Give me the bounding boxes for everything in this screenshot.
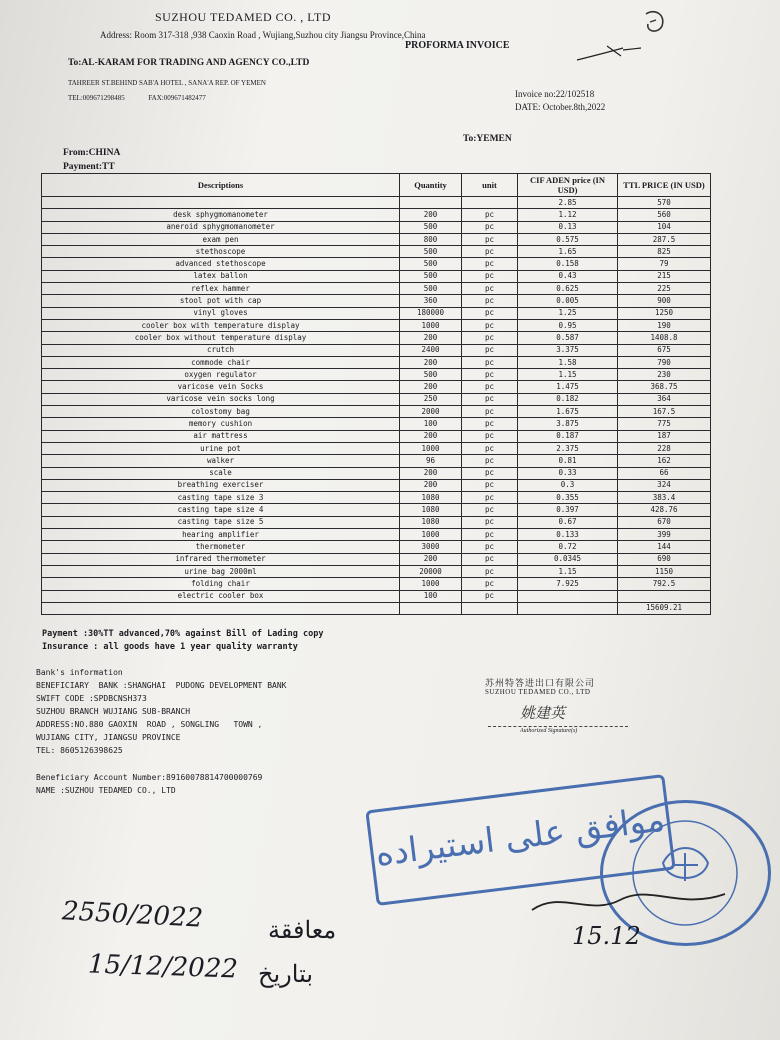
table-row bbox=[42, 258, 711, 270]
table-row bbox=[42, 332, 711, 344]
company-address: Address: Room 317-318 ,938 Caoxin Road , Wujiang,Suzhou city Jiangsu Province,China bbox=[100, 30, 426, 40]
cell-quantity: 500 bbox=[400, 270, 462, 282]
cell-unit-price: 1.12 bbox=[518, 209, 618, 221]
table-row bbox=[42, 209, 711, 221]
buyer-fax: FAX:009671482477 bbox=[148, 94, 206, 102]
cell-unit: pc bbox=[462, 209, 518, 221]
table-row bbox=[42, 430, 711, 442]
cell-unit: pc bbox=[462, 418, 518, 430]
cell-unit: pc bbox=[462, 430, 518, 442]
bank-branch: SUZHOU BRANCH WUJIANG SUB-BRANCH bbox=[36, 707, 191, 716]
cell-unit: pc bbox=[462, 283, 518, 295]
top-signature-scribble bbox=[575, 42, 645, 64]
authorized-signature-label: Authorized Signature(s) bbox=[520, 728, 578, 734]
cell-unit-price: 0.575 bbox=[518, 233, 618, 245]
table-row bbox=[42, 504, 711, 516]
cell-description: thermometer bbox=[42, 541, 400, 553]
cell-description: breathing exerciser bbox=[42, 479, 400, 491]
cell-quantity: 200 bbox=[400, 430, 462, 442]
cell-unit: pc bbox=[462, 233, 518, 245]
bank-address-2: WUJIANG CITY, JIANGSU PROVINCE bbox=[36, 733, 181, 742]
table-row bbox=[42, 246, 711, 258]
cell-unit: pc bbox=[462, 467, 518, 479]
cell-unit: pc bbox=[462, 344, 518, 356]
cell-quantity: 1000 bbox=[400, 442, 462, 454]
cell-quantity: 1080 bbox=[400, 516, 462, 528]
table-row bbox=[42, 590, 711, 602]
cell-total-price: 215 bbox=[618, 270, 711, 282]
table-row bbox=[42, 233, 711, 245]
cell-unit: pc bbox=[462, 529, 518, 541]
cell-unit: pc bbox=[462, 295, 518, 307]
table-row bbox=[42, 270, 711, 282]
cell-total-price: 690 bbox=[618, 553, 711, 565]
cell-total-price: 790 bbox=[618, 356, 711, 368]
cell-unit-price bbox=[518, 602, 618, 614]
cell-total-price: 775 bbox=[618, 418, 711, 430]
cell-total-price: 368.75 bbox=[618, 381, 711, 393]
cell-unit: pc bbox=[462, 516, 518, 528]
cell-total-price bbox=[618, 590, 711, 602]
table-row bbox=[42, 479, 711, 491]
cell-unit: pc bbox=[462, 332, 518, 344]
cell-unit-price: 1.675 bbox=[518, 406, 618, 418]
table-header-row bbox=[42, 174, 711, 197]
cell-description: infrared thermometer bbox=[42, 553, 400, 565]
table-row bbox=[42, 442, 711, 454]
cell-description bbox=[42, 602, 400, 614]
payment-terms bbox=[42, 628, 323, 654]
cell-description: latex ballon bbox=[42, 270, 400, 282]
cell-quantity: 200 bbox=[400, 381, 462, 393]
cell-unit-price: 0.0345 bbox=[518, 553, 618, 565]
cell-unit-price: 7.925 bbox=[518, 578, 618, 590]
cell-total-price: 383.4 bbox=[618, 492, 711, 504]
company-seal-name: SUZHOU TEDAMED CO., LTD bbox=[485, 688, 591, 696]
cell-unit-price: 0.95 bbox=[518, 319, 618, 331]
cell-unit: pc bbox=[462, 307, 518, 319]
cell-description: hearing amplifier bbox=[42, 529, 400, 541]
cell-total-price: 324 bbox=[618, 479, 711, 491]
cell-unit: pc bbox=[462, 541, 518, 553]
col-header-unit-price: CIF ADEN price (IN USD) bbox=[518, 174, 618, 197]
cell-unit-price bbox=[518, 590, 618, 602]
cell-total-price: 560 bbox=[618, 209, 711, 221]
cell-unit: pc bbox=[462, 479, 518, 491]
destination-country: To:YEMEN bbox=[463, 134, 512, 144]
cell-unit-price: 0.3 bbox=[518, 479, 618, 491]
payment-method: Payment:TT bbox=[63, 162, 115, 172]
handwritten-date: 15/12/2022 bbox=[87, 949, 239, 985]
cell-total-price: 670 bbox=[618, 516, 711, 528]
cell-total-price: 225 bbox=[618, 283, 711, 295]
beneficiary-bank: BENEFICIARY BANK :SHANGHAI PUDONG DEVELOPMENT BANK bbox=[36, 681, 287, 690]
cell-description: varicose vein socks long bbox=[42, 393, 400, 405]
cell-total-price: 1250 bbox=[618, 307, 711, 319]
buyer-address: TAHREER ST.BEHIND SAB'A HOTEL , SANA'A REP. OF YEMEN bbox=[68, 79, 266, 87]
cell-unit: pc bbox=[462, 565, 518, 577]
handwritten-arabic-date-label: بتاريخ bbox=[258, 960, 313, 988]
cell-total-price: 1408.8 bbox=[618, 332, 711, 344]
cell-description: advanced stethoscope bbox=[42, 258, 400, 270]
cell-unit: pc bbox=[462, 270, 518, 282]
cell-quantity: 180000 bbox=[400, 307, 462, 319]
company-name: SUZHOU TEDAMED CO. , LTD bbox=[155, 10, 332, 24]
cell-unit-price: 0.182 bbox=[518, 393, 618, 405]
cell-total-price: 104 bbox=[618, 221, 711, 233]
buyer-name: To:AL-KARAM FOR TRADING AND AGENCY CO.,LTD bbox=[68, 58, 310, 68]
account-number: Beneficiary Account Number:89160078814700000769 bbox=[36, 773, 263, 782]
cell-description: varicose vein Socks bbox=[42, 381, 400, 393]
cell-description: colostomy bag bbox=[42, 406, 400, 418]
cell-description: electric cooler box bbox=[42, 590, 400, 602]
cell-quantity: 200 bbox=[400, 209, 462, 221]
table-row bbox=[42, 197, 711, 209]
cell-quantity: 360 bbox=[400, 295, 462, 307]
cell-unit-price: 2.375 bbox=[518, 442, 618, 454]
cell-description: crutch bbox=[42, 344, 400, 356]
cell-quantity: 100 bbox=[400, 590, 462, 602]
cell-unit-price: 0.43 bbox=[518, 270, 618, 282]
cell-total-price: 792.5 bbox=[618, 578, 711, 590]
cell-unit bbox=[462, 197, 518, 209]
cell-unit bbox=[462, 602, 518, 614]
cell-total-price: 144 bbox=[618, 541, 711, 553]
cell-unit-price: 0.81 bbox=[518, 455, 618, 467]
handwritten-arabic-approval: معافقة bbox=[268, 916, 337, 944]
cell-total-price: 162 bbox=[618, 455, 711, 467]
cell-quantity: 200 bbox=[400, 356, 462, 368]
cell-quantity: 1080 bbox=[400, 492, 462, 504]
cell-total-price: 79 bbox=[618, 258, 711, 270]
table-row bbox=[42, 455, 711, 467]
cell-unit-price: 0.13 bbox=[518, 221, 618, 233]
cell-description: casting tape size 4 bbox=[42, 504, 400, 516]
col-header-total-price: TTL PRICE (IN USD) bbox=[618, 174, 711, 197]
cell-unit-price: 0.187 bbox=[518, 430, 618, 442]
swift-code: SWIFT CODE :SPDBCNSH373 bbox=[36, 694, 147, 703]
cell-unit: pc bbox=[462, 369, 518, 381]
cell-quantity: 500 bbox=[400, 258, 462, 270]
cell-unit-price: 0.33 bbox=[518, 467, 618, 479]
cell-description: cooler box with temperature display bbox=[42, 319, 400, 331]
cell-description: scale bbox=[42, 467, 400, 479]
cell-total-price: 15609.21 bbox=[618, 602, 711, 614]
cell-unit-price: 0.625 bbox=[518, 283, 618, 295]
cell-description: urine pot bbox=[42, 442, 400, 454]
cell-quantity: 500 bbox=[400, 221, 462, 233]
cell-unit-price: 0.67 bbox=[518, 516, 618, 528]
cell-unit-price: 1.65 bbox=[518, 246, 618, 258]
cell-quantity: 2400 bbox=[400, 344, 462, 356]
cell-quantity: 500 bbox=[400, 283, 462, 295]
cell-quantity bbox=[400, 602, 462, 614]
beneficiary-info bbox=[36, 771, 262, 797]
cell-unit: pc bbox=[462, 381, 518, 393]
cell-unit-price: 1.475 bbox=[518, 381, 618, 393]
cell-total-price: 428.76 bbox=[618, 504, 711, 516]
cell-unit-price: 3.875 bbox=[518, 418, 618, 430]
cell-quantity: 200 bbox=[400, 332, 462, 344]
cell-total-price: 228 bbox=[618, 442, 711, 454]
table-row bbox=[42, 529, 711, 541]
table-row bbox=[42, 578, 711, 590]
cell-quantity: 500 bbox=[400, 246, 462, 258]
cell-unit: pc bbox=[462, 504, 518, 516]
cell-unit: pc bbox=[462, 492, 518, 504]
cell-description: casting tape size 5 bbox=[42, 516, 400, 528]
cell-total-price: 66 bbox=[618, 467, 711, 479]
table-row bbox=[42, 553, 711, 565]
cell-quantity bbox=[400, 197, 462, 209]
cell-total-price: 675 bbox=[618, 344, 711, 356]
cell-unit-price: 0.158 bbox=[518, 258, 618, 270]
cell-description: memory cushion bbox=[42, 418, 400, 430]
cell-unit-price: 0.005 bbox=[518, 295, 618, 307]
cell-total-price: 570 bbox=[618, 197, 711, 209]
bank-title: Bank's information bbox=[36, 668, 123, 677]
cell-quantity: 800 bbox=[400, 233, 462, 245]
cell-total-price: 187 bbox=[618, 430, 711, 442]
cell-total-price: 167.5 bbox=[618, 406, 711, 418]
signature-name: 姚建英 bbox=[520, 704, 566, 722]
cell-description: desk sphygmomanometer bbox=[42, 209, 400, 221]
cell-unit: pc bbox=[462, 356, 518, 368]
table-row bbox=[42, 516, 711, 528]
cell-unit: pc bbox=[462, 246, 518, 258]
cell-unit-price: 1.25 bbox=[518, 307, 618, 319]
table-row bbox=[42, 369, 711, 381]
cell-unit: pc bbox=[462, 393, 518, 405]
cell-quantity: 1000 bbox=[400, 529, 462, 541]
cell-quantity: 200 bbox=[400, 467, 462, 479]
table-row bbox=[42, 344, 711, 356]
table-row bbox=[42, 221, 711, 233]
table-row bbox=[42, 418, 711, 430]
cell-quantity: 96 bbox=[400, 455, 462, 467]
cell-quantity: 1000 bbox=[400, 578, 462, 590]
cell-total-price: 1150 bbox=[618, 565, 711, 577]
stamp-handwritten-date: 15.12 bbox=[572, 922, 641, 950]
cell-unit-price: 0.355 bbox=[518, 492, 618, 504]
cell-quantity: 200 bbox=[400, 479, 462, 491]
cell-description: commode chair bbox=[42, 356, 400, 368]
cell-total-price: 190 bbox=[618, 319, 711, 331]
cell-unit: pc bbox=[462, 406, 518, 418]
cell-quantity: 1080 bbox=[400, 504, 462, 516]
cell-unit: pc bbox=[462, 221, 518, 233]
cell-total-price: 900 bbox=[618, 295, 711, 307]
cell-unit: pc bbox=[462, 258, 518, 270]
cell-total-price: 399 bbox=[618, 529, 711, 541]
cell-unit-price: 1.15 bbox=[518, 565, 618, 577]
cell-description bbox=[42, 197, 400, 209]
cell-description: stethoscope bbox=[42, 246, 400, 258]
cell-description: casting tape size 3 bbox=[42, 492, 400, 504]
cell-description: cooler box without temperature display bbox=[42, 332, 400, 344]
cell-unit: pc bbox=[462, 442, 518, 454]
cell-total-price: 287.5 bbox=[618, 233, 711, 245]
bank-tel: TEL: 8605126398625 bbox=[36, 746, 123, 755]
cell-quantity: 2000 bbox=[400, 406, 462, 418]
cell-unit-price: 3.375 bbox=[518, 344, 618, 356]
stamp-arabic-text: موافق على استيراده bbox=[373, 799, 667, 875]
cell-unit-price: 0.587 bbox=[518, 332, 618, 344]
cell-quantity: 100 bbox=[400, 418, 462, 430]
col-header-unit: unit bbox=[462, 174, 518, 197]
table-row bbox=[42, 356, 711, 368]
cell-unit-price: 1.15 bbox=[518, 369, 618, 381]
company-chinese-name: 苏州特答进出口有限公司 bbox=[485, 678, 596, 688]
company-logo-icon bbox=[640, 8, 668, 36]
cell-description: exam pen bbox=[42, 233, 400, 245]
items-table bbox=[41, 173, 711, 615]
col-header-quantity: Quantity bbox=[400, 174, 462, 197]
beneficiary-name: NAME :SUZHOU TEDAMED CO., LTD bbox=[36, 786, 176, 795]
col-header-descriptions: Descriptions bbox=[42, 174, 400, 197]
cell-total-price: 230 bbox=[618, 369, 711, 381]
table-row bbox=[42, 283, 711, 295]
cell-description: stool pot with cap bbox=[42, 295, 400, 307]
stamp-signature-scribble bbox=[530, 880, 730, 920]
buyer-tel: TEL:009671298485 bbox=[68, 94, 125, 102]
cell-description: aneroid sphygmomanometer bbox=[42, 221, 400, 233]
table-row bbox=[42, 406, 711, 418]
invoice-number: Invoice no:22/102518 bbox=[515, 89, 595, 99]
cell-unit: pc bbox=[462, 578, 518, 590]
buyer-phone bbox=[68, 94, 206, 102]
signature-line bbox=[488, 726, 628, 727]
cell-unit-price: 0.133 bbox=[518, 529, 618, 541]
cell-unit-price: 0.72 bbox=[518, 541, 618, 553]
cell-quantity: 1000 bbox=[400, 319, 462, 331]
cell-description: walker bbox=[42, 455, 400, 467]
cell-unit-price: 1.58 bbox=[518, 356, 618, 368]
cell-quantity: 200 bbox=[400, 553, 462, 565]
table-row bbox=[42, 381, 711, 393]
cell-description: urine bag 2000ml bbox=[42, 565, 400, 577]
table-row bbox=[42, 307, 711, 319]
terms-payment: Payment :30%TT advanced,70% against Bill of Lading copy bbox=[42, 629, 324, 639]
table-row bbox=[42, 541, 711, 553]
invoice-date: DATE: October.8th,2022 bbox=[515, 102, 606, 112]
table-row bbox=[42, 492, 711, 504]
cell-total-price: 825 bbox=[618, 246, 711, 258]
origin-country: From:CHINA bbox=[63, 148, 121, 158]
table-row bbox=[42, 393, 711, 405]
bank-information bbox=[36, 666, 286, 757]
cell-quantity: 20000 bbox=[400, 565, 462, 577]
cell-description: reflex hammer bbox=[42, 283, 400, 295]
handwritten-reference: 2550/2022 bbox=[61, 896, 204, 934]
terms-insurance: Insurance : all goods have 1 year quality warranty bbox=[42, 642, 298, 652]
cell-unit: pc bbox=[462, 319, 518, 331]
table-row bbox=[42, 602, 711, 614]
cell-unit-price: 0.397 bbox=[518, 504, 618, 516]
cell-description: folding chair bbox=[42, 578, 400, 590]
cell-quantity: 3000 bbox=[400, 541, 462, 553]
table-row bbox=[42, 565, 711, 577]
table-row bbox=[42, 319, 711, 331]
cell-quantity: 500 bbox=[400, 369, 462, 381]
cell-description: vinyl gloves bbox=[42, 307, 400, 319]
cell-description: oxygen regulator bbox=[42, 369, 400, 381]
table-row bbox=[42, 467, 711, 479]
cell-unit: pc bbox=[462, 455, 518, 467]
cell-unit: pc bbox=[462, 553, 518, 565]
document-title: PROFORMA INVOICE bbox=[405, 40, 510, 51]
bank-address-1: ADDRESS:NO.880 GAOXIN ROAD , SONGLING TOWN , bbox=[36, 720, 263, 729]
cell-total-price: 364 bbox=[618, 393, 711, 405]
cell-description: air mattress bbox=[42, 430, 400, 442]
cell-quantity: 250 bbox=[400, 393, 462, 405]
table-row bbox=[42, 295, 711, 307]
cell-unit-price: 2.85 bbox=[518, 197, 618, 209]
cell-unit: pc bbox=[462, 590, 518, 602]
